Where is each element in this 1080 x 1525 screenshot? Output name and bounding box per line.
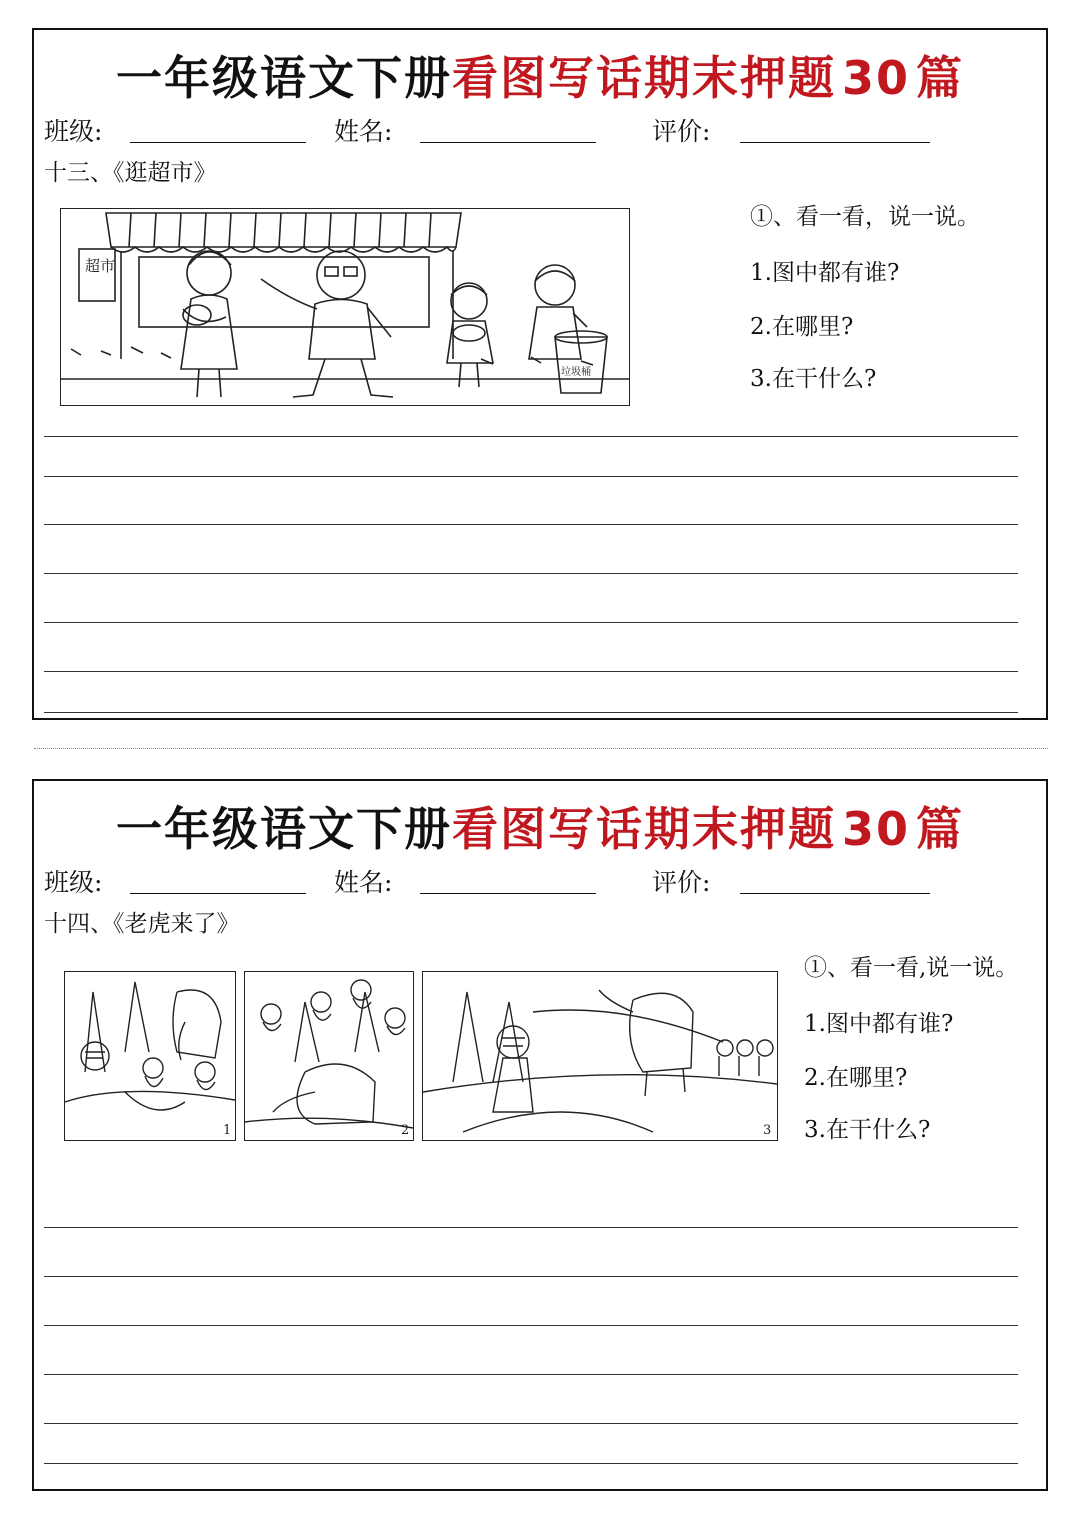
writing-line-7[interactable] xyxy=(44,712,1018,713)
prompt-heading: ①、看一看,说一说。 xyxy=(804,955,1019,981)
title-end: 篇 xyxy=(916,802,964,856)
name-blank[interactable] xyxy=(420,142,596,143)
panel-3-drawing xyxy=(423,972,777,1140)
title-number: 30 xyxy=(841,802,910,856)
name-blank[interactable] xyxy=(420,893,596,894)
writing-line-1[interactable] xyxy=(44,1227,1018,1228)
question-2: 2.在哪里? xyxy=(804,1065,908,1091)
lesson-title: 十三、《逛超市》 xyxy=(44,160,217,186)
eval-blank[interactable] xyxy=(740,893,930,894)
name-label: 姓名: xyxy=(334,868,393,897)
title-red: 看图写话期末押题 xyxy=(451,802,836,856)
writing-line-2[interactable] xyxy=(44,476,1018,477)
writing-line-6[interactable] xyxy=(44,671,1018,672)
writing-line-6[interactable] xyxy=(44,1463,1018,1464)
prompt-heading: ①、看一看，说一说。 xyxy=(750,204,980,230)
panel-number-2: 2 xyxy=(401,1123,410,1138)
student-fields xyxy=(44,863,1036,899)
panel-1-drawing xyxy=(65,972,235,1140)
class-blank[interactable] xyxy=(130,142,306,143)
eval-label: 评价: xyxy=(652,868,711,897)
writing-line-2[interactable] xyxy=(44,1276,1018,1277)
title-end: 篇 xyxy=(916,51,964,105)
question-3: 3.在干什么? xyxy=(804,1117,931,1143)
title-red: 看图写话期末押题 xyxy=(451,51,836,105)
sheet-title xyxy=(34,42,1046,108)
title-number: 30 xyxy=(841,51,910,105)
panel-number-1: 1 xyxy=(223,1123,232,1138)
trash-bin-label: 垃圾桶 xyxy=(561,367,591,378)
writing-line-4[interactable] xyxy=(44,573,1018,574)
panel-2-drawing xyxy=(245,972,413,1140)
eval-blank[interactable] xyxy=(740,142,930,143)
writing-line-5[interactable] xyxy=(44,622,1018,623)
title-black: 一年级语文下册 xyxy=(115,51,452,105)
lesson-title: 十四、《老虎来了》 xyxy=(44,911,240,937)
writing-line-3[interactable] xyxy=(44,1325,1018,1326)
question-3: 3.在干什么? xyxy=(750,366,877,392)
supermarket-illustration xyxy=(60,208,630,406)
worksheet-14 xyxy=(32,779,1048,1491)
cut-divider xyxy=(34,748,1048,749)
writing-line-3[interactable] xyxy=(44,524,1018,525)
comic-panel-3 xyxy=(422,971,778,1141)
question-2: 2.在哪里? xyxy=(750,314,854,340)
title-black: 一年级语文下册 xyxy=(115,802,452,856)
worksheet-13 xyxy=(32,28,1048,720)
eval-label: 评价: xyxy=(652,117,711,146)
student-fields xyxy=(44,112,1036,148)
sheet-title xyxy=(34,793,1046,859)
store-sign-text: 超市 xyxy=(85,257,116,275)
panel-number-3: 3 xyxy=(763,1123,772,1138)
name-label: 姓名: xyxy=(334,117,393,146)
class-blank[interactable] xyxy=(130,893,306,894)
question-1: 1.图中都有谁? xyxy=(750,260,900,286)
writing-line-1[interactable] xyxy=(44,436,1018,437)
comic-panel-2 xyxy=(244,971,414,1141)
class-label: 班级: xyxy=(44,868,103,897)
class-label: 班级: xyxy=(44,117,103,146)
writing-line-4[interactable] xyxy=(44,1374,1018,1375)
writing-line-5[interactable] xyxy=(44,1423,1018,1424)
comic-panel-1 xyxy=(64,971,236,1141)
supermarket-drawing xyxy=(61,209,629,405)
question-1: 1.图中都有谁? xyxy=(804,1011,954,1037)
